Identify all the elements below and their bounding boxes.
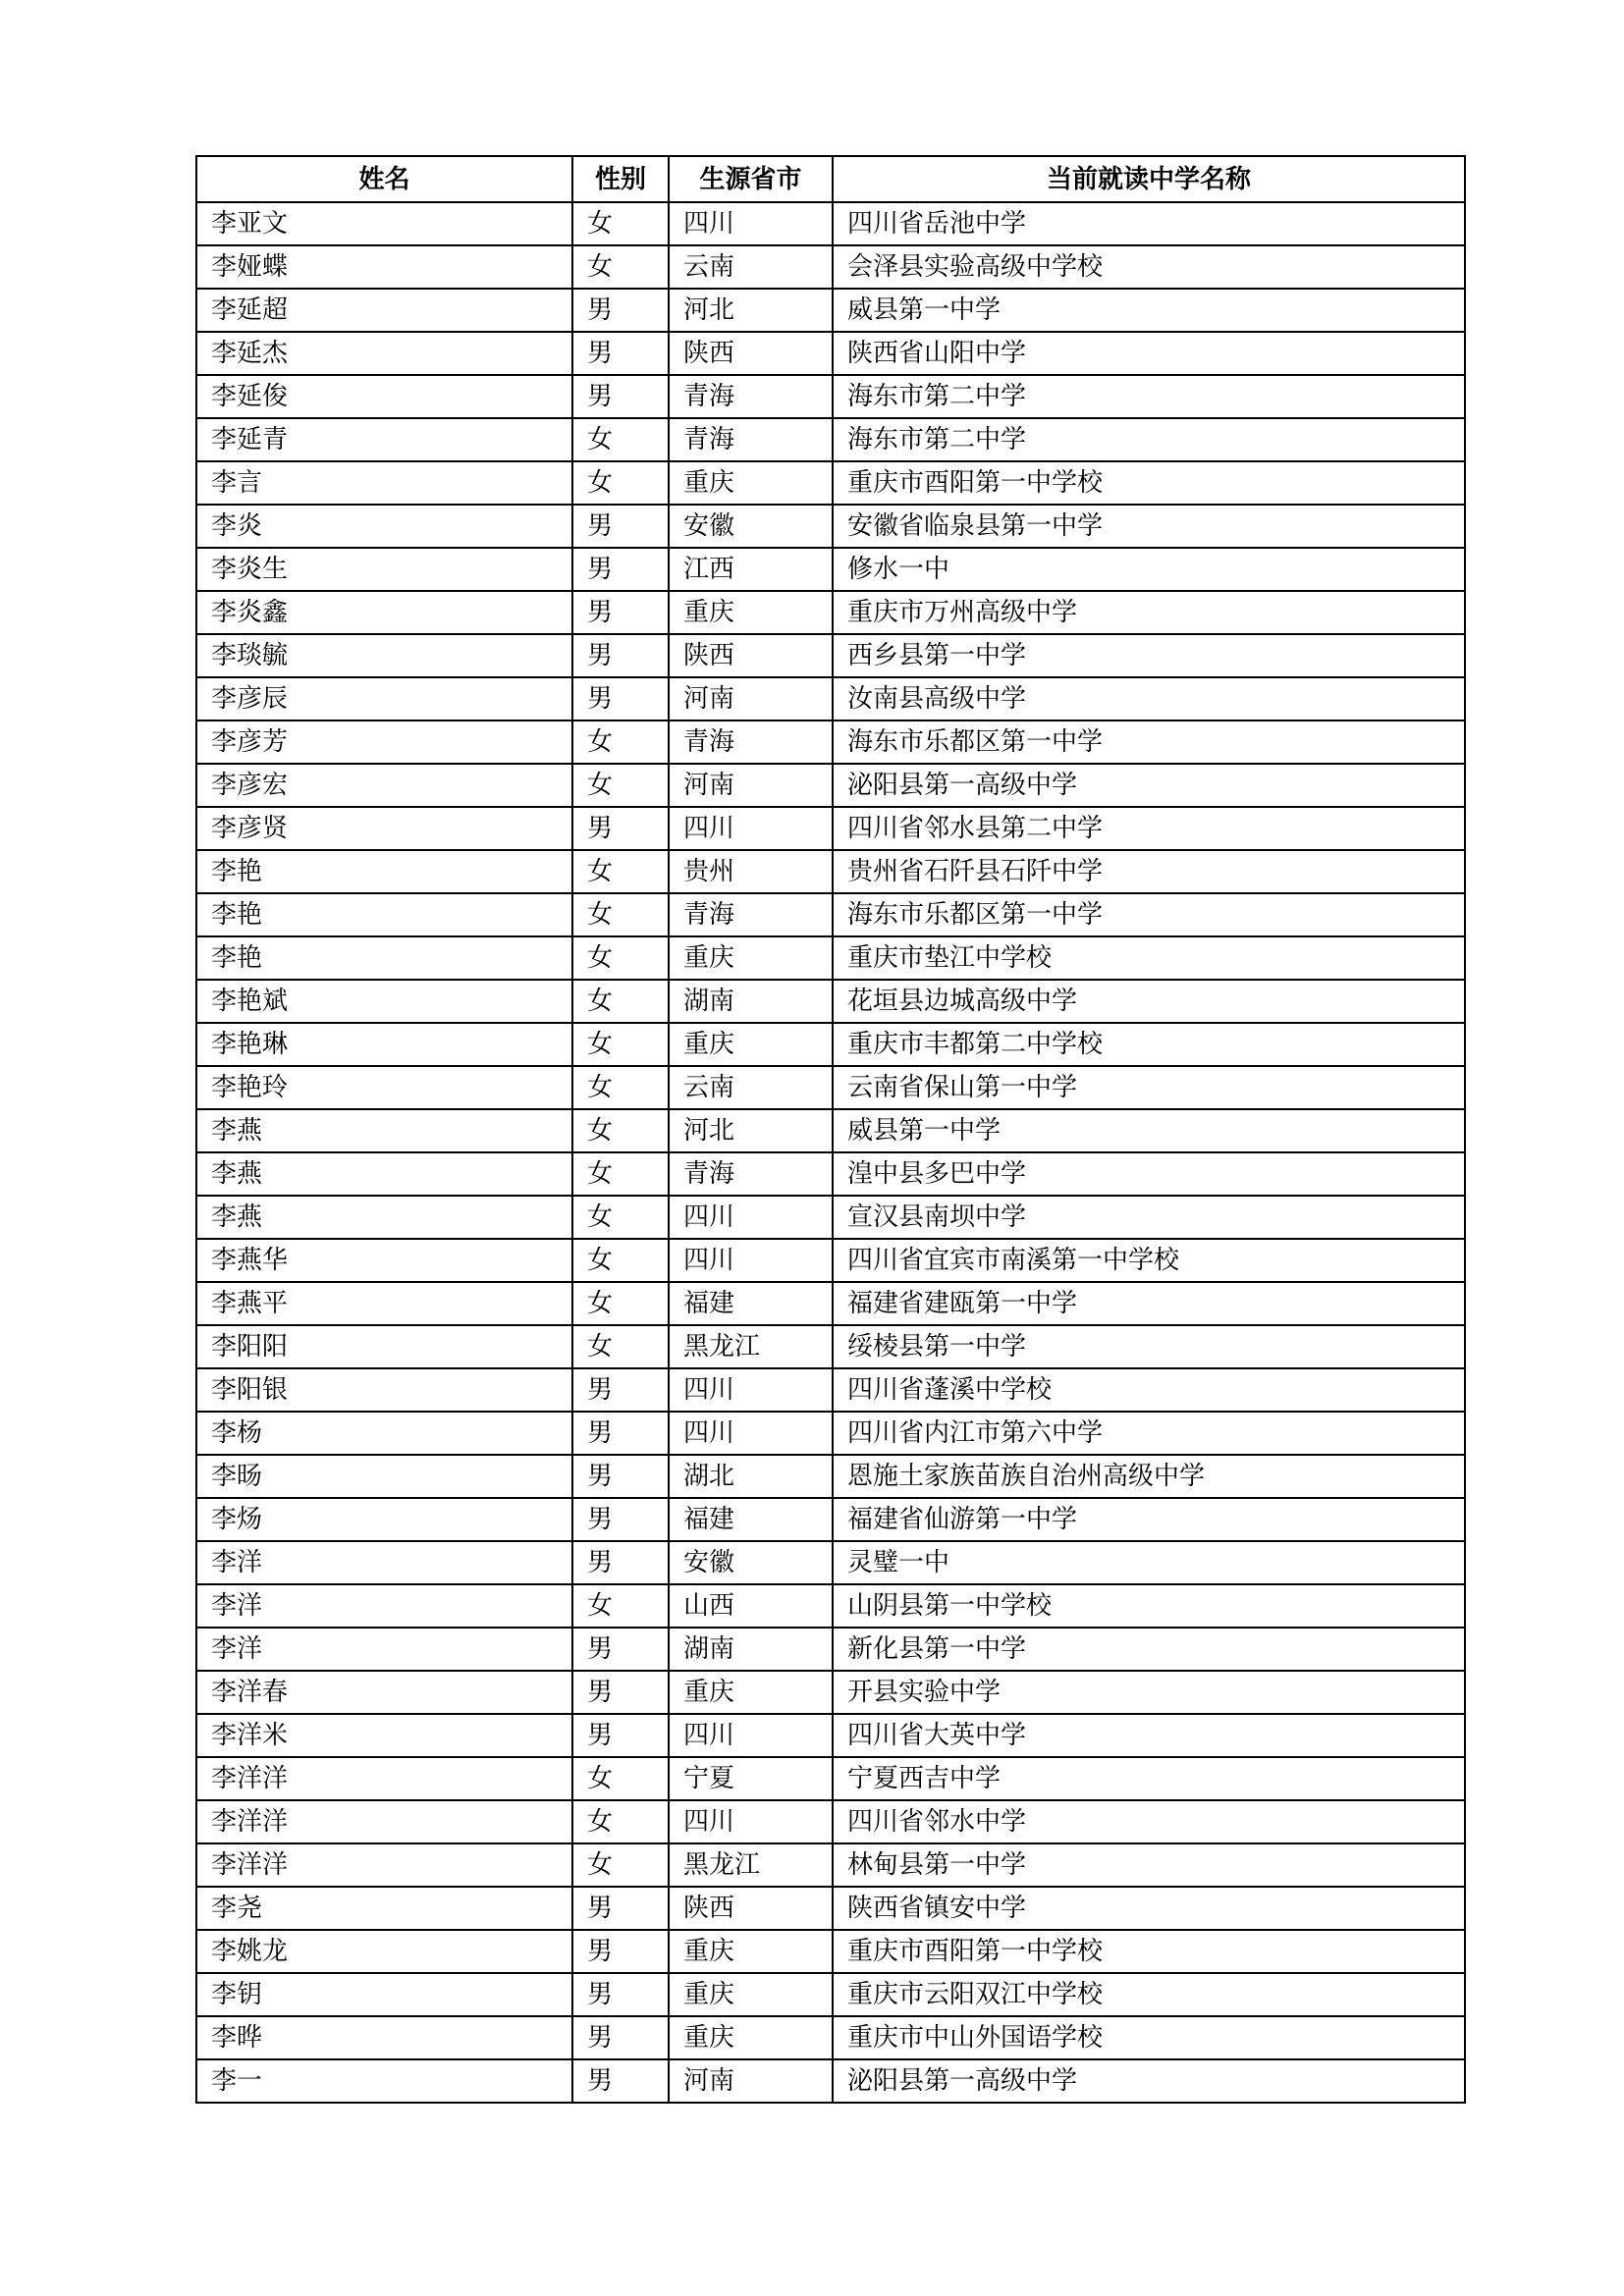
gender-cell: 女 <box>572 1584 669 1628</box>
gender-cell: 男 <box>572 634 669 677</box>
school-cell: 陕西省镇安中学 <box>833 1887 1465 1930</box>
name-cell: 李彦宏 <box>196 764 572 807</box>
gender-cell: 女 <box>572 850 669 893</box>
table-row <box>196 289 1465 332</box>
name-cell: 李炀 <box>196 1498 572 1541</box>
gender-cell: 男 <box>572 1973 669 2016</box>
name-cell: 李艳 <box>196 893 572 936</box>
province-cell: 重庆 <box>669 1023 833 1066</box>
province-cell: 陕西 <box>669 332 833 375</box>
name-cell: 李艳 <box>196 850 572 893</box>
table-row <box>196 893 1465 936</box>
name-cell: 李洋 <box>196 1628 572 1671</box>
name-cell: 李洋洋 <box>196 1843 572 1887</box>
table-row <box>196 1973 1465 2016</box>
province-cell: 重庆 <box>669 2016 833 2059</box>
gender-cell: 女 <box>572 1023 669 1066</box>
province-cell: 四川 <box>669 1714 833 1757</box>
name-cell: 李言 <box>196 461 572 505</box>
province-cell: 四川 <box>669 1412 833 1455</box>
province-cell: 重庆 <box>669 1973 833 2016</box>
gender-cell: 男 <box>572 332 669 375</box>
table-row <box>196 980 1465 1023</box>
name-cell: 李杨 <box>196 1412 572 1455</box>
name-cell: 李洋春 <box>196 1671 572 1714</box>
table-row <box>196 245 1465 289</box>
gender-cell: 男 <box>572 1541 669 1584</box>
name-cell: 李燕 <box>196 1152 572 1196</box>
province-cell: 福建 <box>669 1282 833 1325</box>
table-row <box>196 1152 1465 1196</box>
school-cell: 四川省岳池中学 <box>833 202 1465 245</box>
school-cell: 恩施土家族苗族自治州高级中学 <box>833 1455 1465 1498</box>
name-cell: 李艳斌 <box>196 980 572 1023</box>
province-cell: 四川 <box>669 1196 833 1239</box>
gender-cell: 男 <box>572 1930 669 1973</box>
province-cell: 宁夏 <box>669 1757 833 1800</box>
table-row <box>196 1239 1465 1282</box>
gender-cell: 女 <box>572 1800 669 1843</box>
gender-cell: 女 <box>572 893 669 936</box>
name-cell: 李燕华 <box>196 1239 572 1282</box>
table-row <box>196 1455 1465 1498</box>
header-school: 当前就读中学名称 <box>833 156 1465 202</box>
gender-cell: 男 <box>572 677 669 721</box>
gender-cell: 男 <box>572 548 669 591</box>
school-cell: 云南省保山第一中学 <box>833 1066 1465 1109</box>
school-cell: 威县第一中学 <box>833 289 1465 332</box>
province-cell: 青海 <box>669 1152 833 1196</box>
school-cell: 四川省邻水县第二中学 <box>833 807 1465 850</box>
table-row <box>196 1671 1465 1714</box>
gender-cell: 女 <box>572 1109 669 1152</box>
table-row <box>196 721 1465 764</box>
school-cell: 重庆市丰都第二中学校 <box>833 1023 1465 1066</box>
province-cell: 湖南 <box>669 1628 833 1671</box>
school-cell: 山阴县第一中学校 <box>833 1584 1465 1628</box>
gender-cell: 女 <box>572 202 669 245</box>
table-row <box>196 1843 1465 1887</box>
table-row <box>196 1757 1465 1800</box>
province-cell: 重庆 <box>669 1930 833 1973</box>
gender-cell: 女 <box>572 1325 669 1368</box>
gender-cell: 女 <box>572 461 669 505</box>
gender-cell: 女 <box>572 418 669 461</box>
gender-cell: 男 <box>572 505 669 548</box>
school-cell: 福建省建瓯第一中学 <box>833 1282 1465 1325</box>
name-cell: 李炎 <box>196 505 572 548</box>
name-cell: 李炎生 <box>196 548 572 591</box>
gender-cell: 男 <box>572 591 669 634</box>
gender-cell: 女 <box>572 1196 669 1239</box>
name-cell: 李晔 <box>196 2016 572 2059</box>
name-cell: 李艳 <box>196 936 572 980</box>
gender-cell: 男 <box>572 807 669 850</box>
school-cell: 陕西省山阳中学 <box>833 332 1465 375</box>
school-cell: 泌阳县第一高级中学 <box>833 764 1465 807</box>
table-row <box>196 1412 1465 1455</box>
table-row <box>196 1368 1465 1412</box>
province-cell: 四川 <box>669 1239 833 1282</box>
table-row <box>196 1325 1465 1368</box>
school-cell: 四川省大英中学 <box>833 1714 1465 1757</box>
name-cell: 李艳玲 <box>196 1066 572 1109</box>
school-cell: 海东市第二中学 <box>833 418 1465 461</box>
gender-cell: 男 <box>572 1368 669 1412</box>
province-cell: 青海 <box>669 375 833 418</box>
province-cell: 重庆 <box>669 591 833 634</box>
province-cell: 云南 <box>669 245 833 289</box>
table-row <box>196 1066 1465 1109</box>
province-cell: 青海 <box>669 721 833 764</box>
table-row <box>196 1498 1465 1541</box>
gender-cell: 女 <box>572 1282 669 1325</box>
name-cell: 李阳银 <box>196 1368 572 1412</box>
province-cell: 河南 <box>669 677 833 721</box>
name-cell: 李燕平 <box>196 1282 572 1325</box>
table-row <box>196 850 1465 893</box>
name-cell: 李艳琳 <box>196 1023 572 1066</box>
name-cell: 李亚文 <box>196 202 572 245</box>
name-cell: 李钥 <box>196 1973 572 2016</box>
school-cell: 灵璧一中 <box>833 1541 1465 1584</box>
name-cell: 李洋洋 <box>196 1800 572 1843</box>
gender-cell: 女 <box>572 1152 669 1196</box>
name-cell: 李延青 <box>196 418 572 461</box>
gender-cell: 男 <box>572 2016 669 2059</box>
gender-cell: 女 <box>572 721 669 764</box>
table-row <box>196 1109 1465 1152</box>
table-row <box>196 2016 1465 2059</box>
province-cell: 河北 <box>669 289 833 332</box>
school-cell: 海东市乐都区第一中学 <box>833 721 1465 764</box>
gender-cell: 女 <box>572 936 669 980</box>
table-row <box>196 1023 1465 1066</box>
school-cell: 贵州省石阡县石阡中学 <box>833 850 1465 893</box>
province-cell: 河南 <box>669 2059 833 2103</box>
school-cell: 西乡县第一中学 <box>833 634 1465 677</box>
table-row <box>196 1584 1465 1628</box>
gender-cell: 男 <box>572 375 669 418</box>
school-cell: 四川省蓬溪中学校 <box>833 1368 1465 1412</box>
table-row <box>196 1282 1465 1325</box>
table-row <box>196 2059 1465 2103</box>
province-cell: 贵州 <box>669 850 833 893</box>
table-row <box>196 677 1465 721</box>
province-cell: 青海 <box>669 418 833 461</box>
table-row <box>196 591 1465 634</box>
school-cell: 花垣县边城高级中学 <box>833 980 1465 1023</box>
school-cell: 四川省内江市第六中学 <box>833 1412 1465 1455</box>
name-cell: 李延超 <box>196 289 572 332</box>
school-cell: 重庆市万州高级中学 <box>833 591 1465 634</box>
name-cell: 李延俊 <box>196 375 572 418</box>
school-cell: 修水一中 <box>833 548 1465 591</box>
school-cell: 新化县第一中学 <box>833 1628 1465 1671</box>
province-cell: 安徽 <box>669 505 833 548</box>
province-cell: 河南 <box>669 764 833 807</box>
table-row <box>196 1887 1465 1930</box>
table-row <box>196 505 1465 548</box>
province-cell: 重庆 <box>669 936 833 980</box>
school-cell: 福建省仙游第一中学 <box>833 1498 1465 1541</box>
table-row <box>196 548 1465 591</box>
table-row <box>196 418 1465 461</box>
province-cell: 黑龙江 <box>669 1843 833 1887</box>
school-cell: 重庆市酉阳第一中学校 <box>833 461 1465 505</box>
school-cell: 宁夏西吉中学 <box>833 1757 1465 1800</box>
name-cell: 李洋洋 <box>196 1757 572 1800</box>
student-table <box>195 155 1466 2104</box>
table-row <box>196 202 1465 245</box>
header-name: 姓名 <box>196 156 572 202</box>
gender-cell: 男 <box>572 1498 669 1541</box>
gender-cell: 男 <box>572 1671 669 1714</box>
table-row <box>196 332 1465 375</box>
province-cell: 四川 <box>669 202 833 245</box>
name-cell: 李姚龙 <box>196 1930 572 1973</box>
name-cell: 李娅蝶 <box>196 245 572 289</box>
province-cell: 四川 <box>669 807 833 850</box>
table-row <box>196 764 1465 807</box>
school-cell: 汝南县高级中学 <box>833 677 1465 721</box>
school-cell: 重庆市云阳双江中学校 <box>833 1973 1465 2016</box>
table-row <box>196 807 1465 850</box>
name-cell: 李一 <box>196 2059 572 2103</box>
school-cell: 威县第一中学 <box>833 1109 1465 1152</box>
name-cell: 李洋米 <box>196 1714 572 1757</box>
province-cell: 青海 <box>669 893 833 936</box>
school-cell: 林甸县第一中学 <box>833 1843 1465 1887</box>
gender-cell: 女 <box>572 764 669 807</box>
gender-cell: 女 <box>572 1066 669 1109</box>
province-cell: 陕西 <box>669 634 833 677</box>
school-cell: 湟中县多巴中学 <box>833 1152 1465 1196</box>
school-cell: 重庆市垫江中学校 <box>833 936 1465 980</box>
school-cell: 海东市第二中学 <box>833 375 1465 418</box>
province-cell: 湖北 <box>669 1455 833 1498</box>
name-cell: 李延杰 <box>196 332 572 375</box>
province-cell: 重庆 <box>669 1671 833 1714</box>
province-cell: 福建 <box>669 1498 833 1541</box>
table-row <box>196 1800 1465 1843</box>
name-cell: 李燕 <box>196 1196 572 1239</box>
header-gender: 性别 <box>572 156 669 202</box>
name-cell: 李琰毓 <box>196 634 572 677</box>
name-cell: 李尧 <box>196 1887 572 1930</box>
header-province: 生源省市 <box>669 156 833 202</box>
school-cell: 海东市乐都区第一中学 <box>833 893 1465 936</box>
province-cell: 山西 <box>669 1584 833 1628</box>
name-cell: 李彦芳 <box>196 721 572 764</box>
table-row <box>196 1714 1465 1757</box>
table-row <box>196 1930 1465 1973</box>
school-cell: 开县实验中学 <box>833 1671 1465 1714</box>
gender-cell: 男 <box>572 1887 669 1930</box>
gender-cell: 女 <box>572 1843 669 1887</box>
table-row <box>196 375 1465 418</box>
table-row <box>196 1628 1465 1671</box>
gender-cell: 女 <box>572 980 669 1023</box>
gender-cell: 女 <box>572 1757 669 1800</box>
gender-cell: 男 <box>572 1455 669 1498</box>
gender-cell: 男 <box>572 1714 669 1757</box>
province-cell: 安徽 <box>669 1541 833 1584</box>
table-row <box>196 461 1465 505</box>
gender-cell: 女 <box>572 1239 669 1282</box>
table-row <box>196 936 1465 980</box>
province-cell: 云南 <box>669 1066 833 1109</box>
school-cell: 四川省邻水中学 <box>833 1800 1465 1843</box>
province-cell: 河北 <box>669 1109 833 1152</box>
name-cell: 李炎鑫 <box>196 591 572 634</box>
gender-cell: 男 <box>572 2059 669 2103</box>
province-cell: 湖南 <box>669 980 833 1023</box>
table-row <box>196 1541 1465 1584</box>
gender-cell: 男 <box>572 1412 669 1455</box>
name-cell: 李旸 <box>196 1455 572 1498</box>
name-cell: 李彦辰 <box>196 677 572 721</box>
gender-cell: 女 <box>572 245 669 289</box>
name-cell: 李阳阳 <box>196 1325 572 1368</box>
school-cell: 安徽省临泉县第一中学 <box>833 505 1465 548</box>
school-cell: 会泽县实验高级中学校 <box>833 245 1465 289</box>
school-cell: 四川省宜宾市南溪第一中学校 <box>833 1239 1465 1282</box>
table-row <box>196 634 1465 677</box>
name-cell: 李洋 <box>196 1584 572 1628</box>
province-cell: 黑龙江 <box>669 1325 833 1368</box>
province-cell: 江西 <box>669 548 833 591</box>
gender-cell: 男 <box>572 1628 669 1671</box>
province-cell: 陕西 <box>669 1887 833 1930</box>
school-cell: 重庆市中山外国语学校 <box>833 2016 1465 2059</box>
school-cell: 重庆市酉阳第一中学校 <box>833 1930 1465 1973</box>
province-cell: 重庆 <box>669 461 833 505</box>
school-cell: 泌阳县第一高级中学 <box>833 2059 1465 2103</box>
province-cell: 四川 <box>669 1800 833 1843</box>
name-cell: 李彦贤 <box>196 807 572 850</box>
table-header-row <box>196 156 1465 202</box>
name-cell: 李燕 <box>196 1109 572 1152</box>
school-cell: 绥棱县第一中学 <box>833 1325 1465 1368</box>
gender-cell: 男 <box>572 289 669 332</box>
table-row <box>196 1196 1465 1239</box>
province-cell: 四川 <box>669 1368 833 1412</box>
name-cell: 李洋 <box>196 1541 572 1584</box>
school-cell: 宣汉县南坝中学 <box>833 1196 1465 1239</box>
